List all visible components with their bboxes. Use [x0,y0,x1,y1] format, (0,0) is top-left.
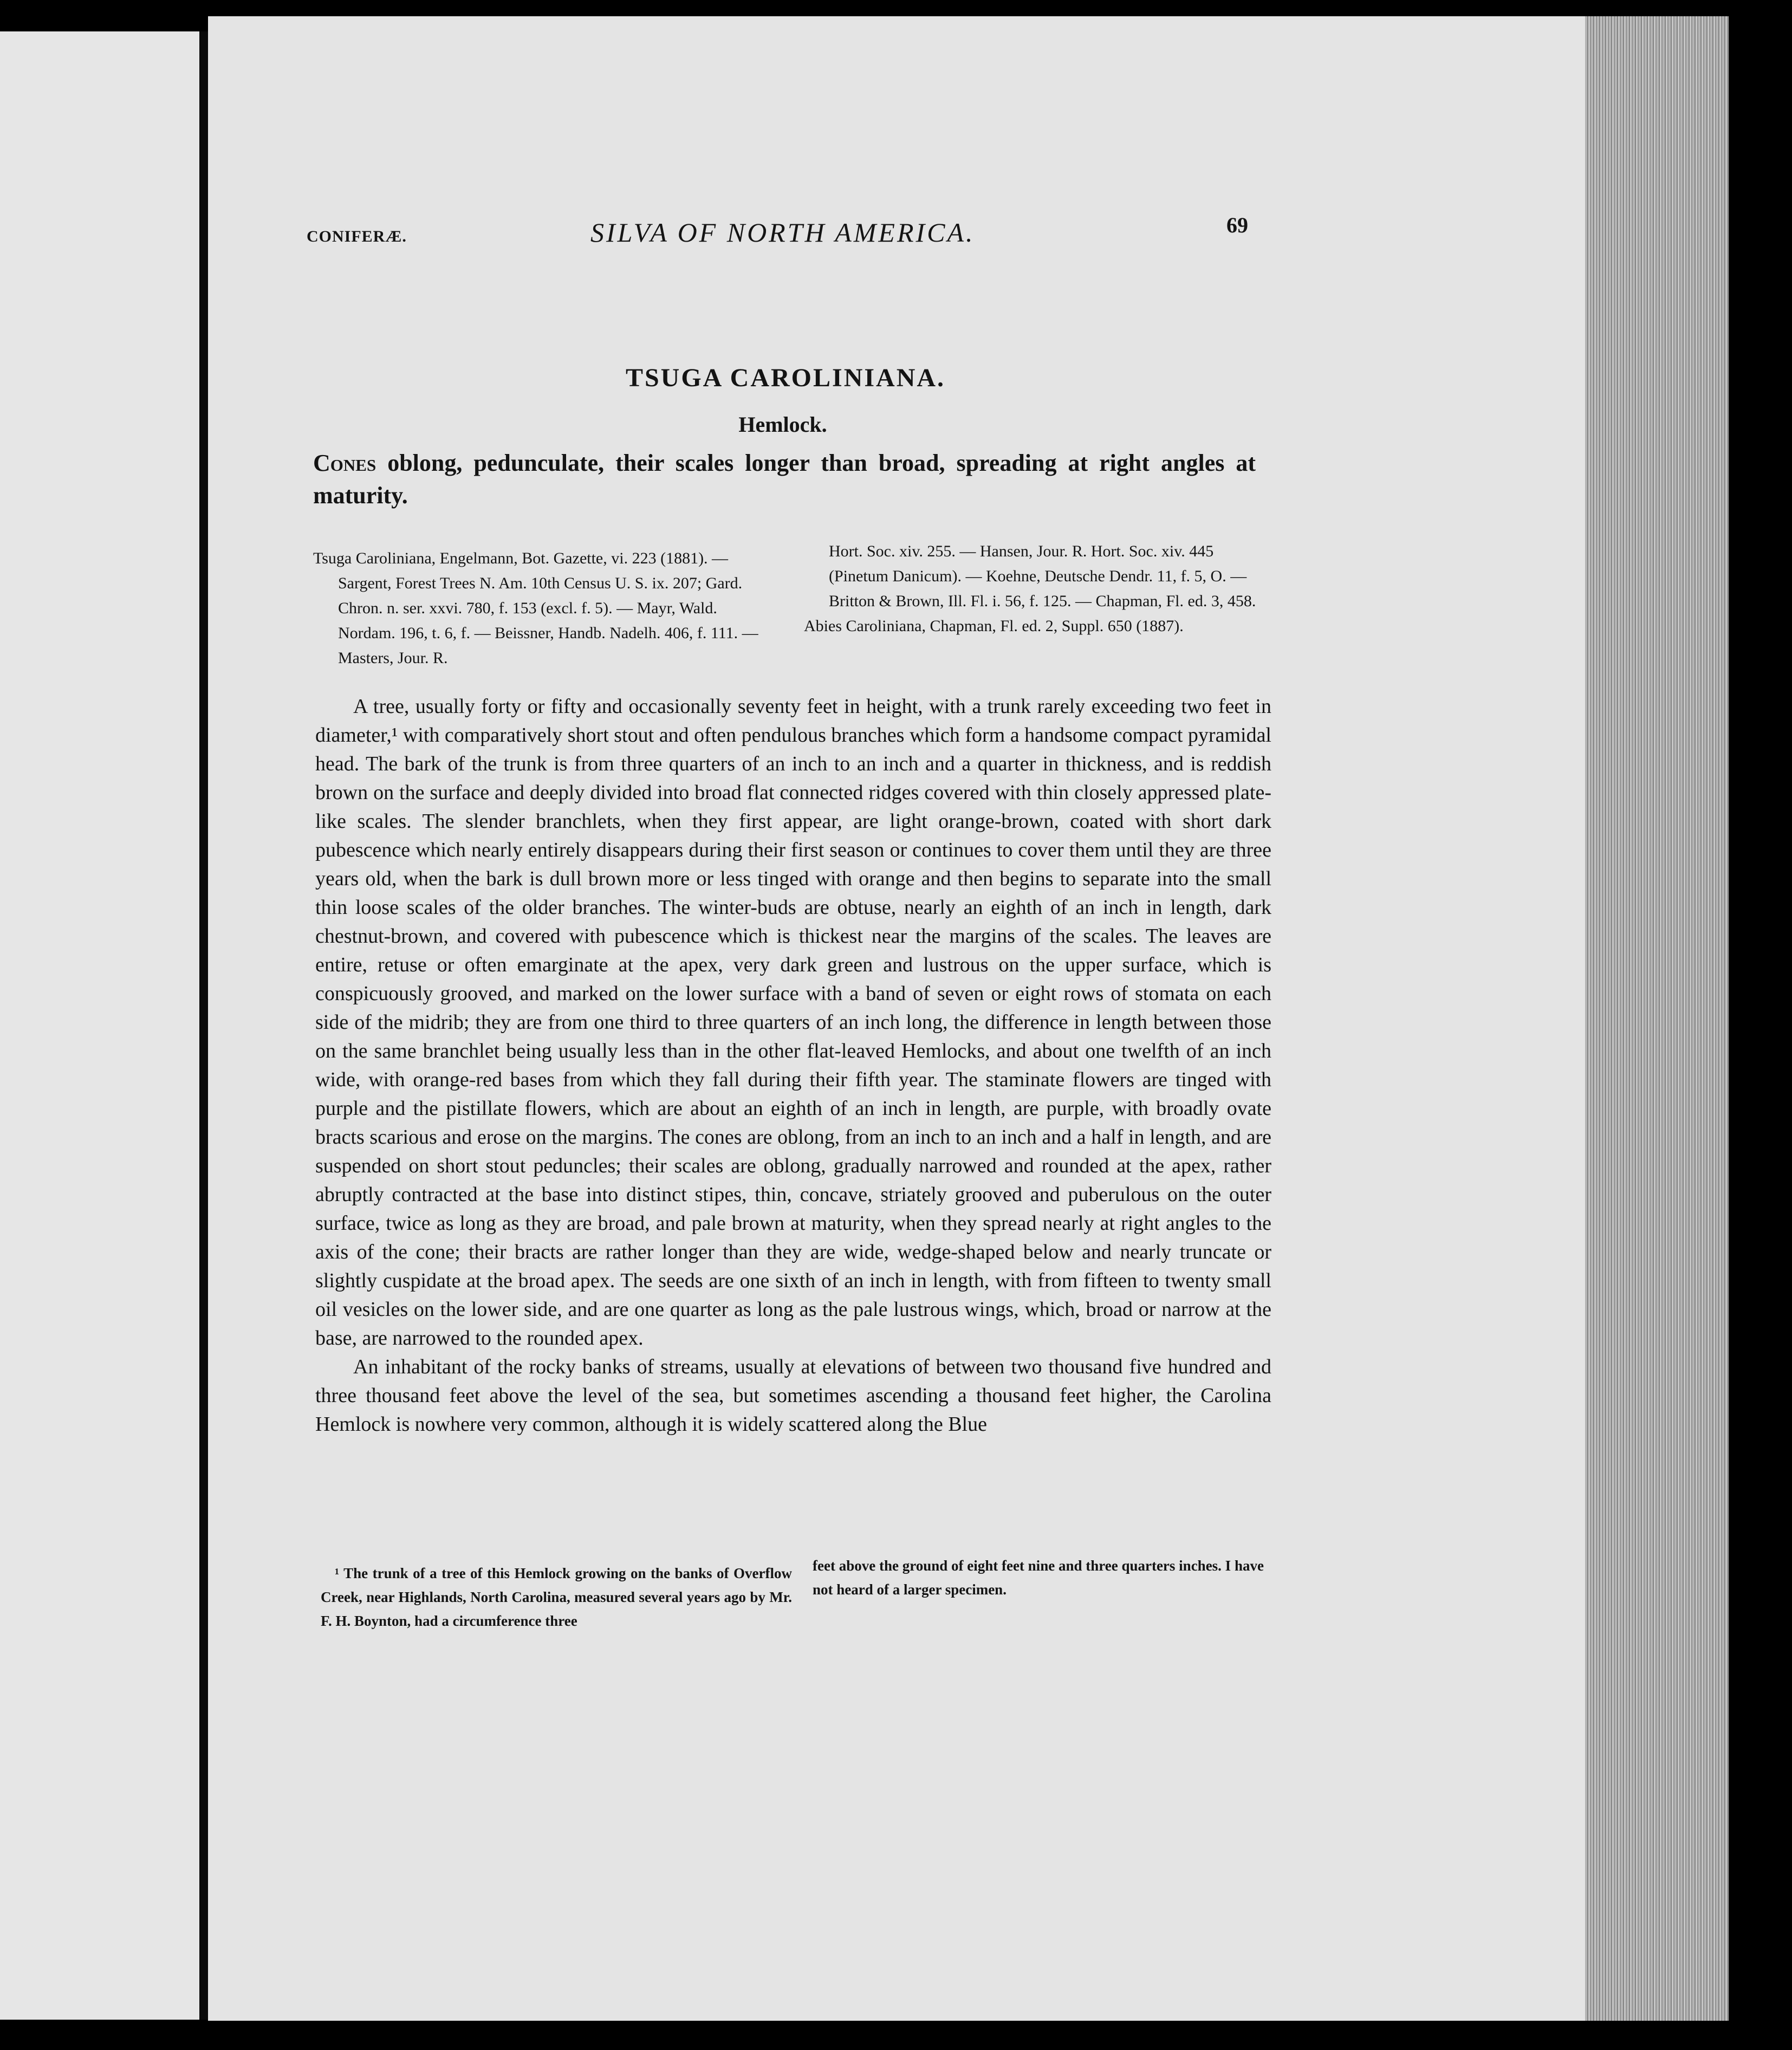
species-title: TSUGA CAROLINIANA. [625,364,946,392]
body-text [315,692,1271,1439]
footnote-right [813,1554,1278,1601]
synonymy-right [804,539,1261,639]
footnote-left [321,1561,792,1633]
synonymy-entry: Hort. Soc. xiv. 255. — Hansen, Jour. R. Hort. Soc. xiv. 445 (Pinetum Danicum). — Koehne, Deutsche Dendr. 11, f. 5, O. — Britton & Brown, Ill. Fl. i. 56, f. 125. — Chapman, Fl. ed. 3, 458. [829,542,1256,610]
running-header-section: CONIFERÆ. [307,228,407,245]
diagnosis [313,447,1256,512]
page-number: 69 [1226,213,1248,237]
page-edges [1585,16,1729,2021]
body-paragraph: An inhabitant of the rocky banks of streams, usually at elevations of between two thousand five hundred and three thousand feet above the level of the sea, but sometimes ascending a thousand feet higher, the Carolina Hemlock is nowhere very common, although it is widely scattered along the Blue [315,1355,1271,1436]
synonymy-left [313,546,778,671]
facing-page [0,31,199,2020]
diagnosis-lead: Cones [313,450,376,476]
common-name: Hemlock. [738,412,827,437]
synonymy-entry: Abies Caroliniana, Chapman, Fl. ed. 2, Suppl. 650 (1887). [804,617,1184,635]
diagnosis-text: oblong, pedunculate, their scales longer than broad, spreading at right angles at maturity. [313,450,1256,509]
footnote-text: ¹ The trunk of a tree of this Hemlock growing on the banks of Overflow Creek, near Highlands, North Carolina, measured several years ago by Mr. F. H. Boynton, had a circumference three [321,1565,792,1629]
synonymy-entry: Tsuga Caroliniana, Engelmann, Bot. Gazette, vi. 223 (1881). — Sargent, Forest Trees N. Am. 10th Census U. S. ix. 207; Gard. Chron. n. ser. xxvi. 780, f. 153 (excl. f. 5). — Mayr, Wald. Nordam. 196, t. 6, f. — Beissner, Handb. Nadelh. 406, f. 111. — Masters, Jour. R. [313,549,758,667]
book-gutter [199,31,208,2020]
body-paragraph: A tree, usually forty or fifty and occasionally seventy feet in height, with a trunk rarely exceeding two feet in diameter,¹ with comparatively short stout and often pendulous branches which form a handsome compact pyramidal head. The bark of the trunk is from three quarters of an inch to an inch and a quarter in thickness, and is reddish brown on the surface and deeply divided into broad flat connected ridges covered with thin closely appressed plate-like scales. The slender branchlets, when they first appear, are light orange-brown, coated with short dark pubescence which nearly entirely disappears during their first season or continues to cover them until they are three years old, when the bark is dull brown more or less tinged with orange and then begins to separate into the small thin loose scales of the older branches. The winter-buds are obtuse, nearly an eighth of an inch in length, dark chestnut-brown, and covered with pubescence which is thickest near the margins of the scales. The leaves are entire, retuse or often emarginate at the apex, very dark green and lustrous on the upper surface, which is conspicuously grooved, and marked on the lower surface with a band of seven or eight rows of stomata on each side of the midrib; they are from one third to three quarters of an inch long, the difference in length between those on the same branchlet being usually less than in the other flat-leaved Hemlocks, and about one twelfth of an inch wide, with orange-red bases from which they fall during their fifth year. The staminate flowers are tinged with purple and the pistillate flowers, which are about an eighth of an inch in length, are purple, with broadly ovate bracts scarious and erose on the margins. The cones are oblong, from an inch to an inch and a half in length, and are suspended on short stout peduncles; their scales are oblong, gradually narrowed and rounded at the apex, rather abruptly contracted at the base into distinct stipes, thin, concave, striately grooved and puberulous on the outer surface, twice as long as they are broad, and pale brown at maturity, when they spread nearly at right angles to the axis of the cone; their bracts are rather longer than they are wide, wedge-shaped below and nearly truncate or slightly cuspidate at the broad apex. The seeds are one sixth of an inch in length, with from fifteen to twenty small oil vesicles on the lower side, and are one quarter as long as the pale lustrous wings, which, broad or narrow at the base, are narrowed to the rounded apex. [315,695,1271,1350]
footnote-text: feet above the ground of eight feet nine and three quarters inches. I have not heard of a larger specimen. [813,1558,1264,1598]
running-header-title: SILVA OF NORTH AMERICA. [590,217,975,248]
